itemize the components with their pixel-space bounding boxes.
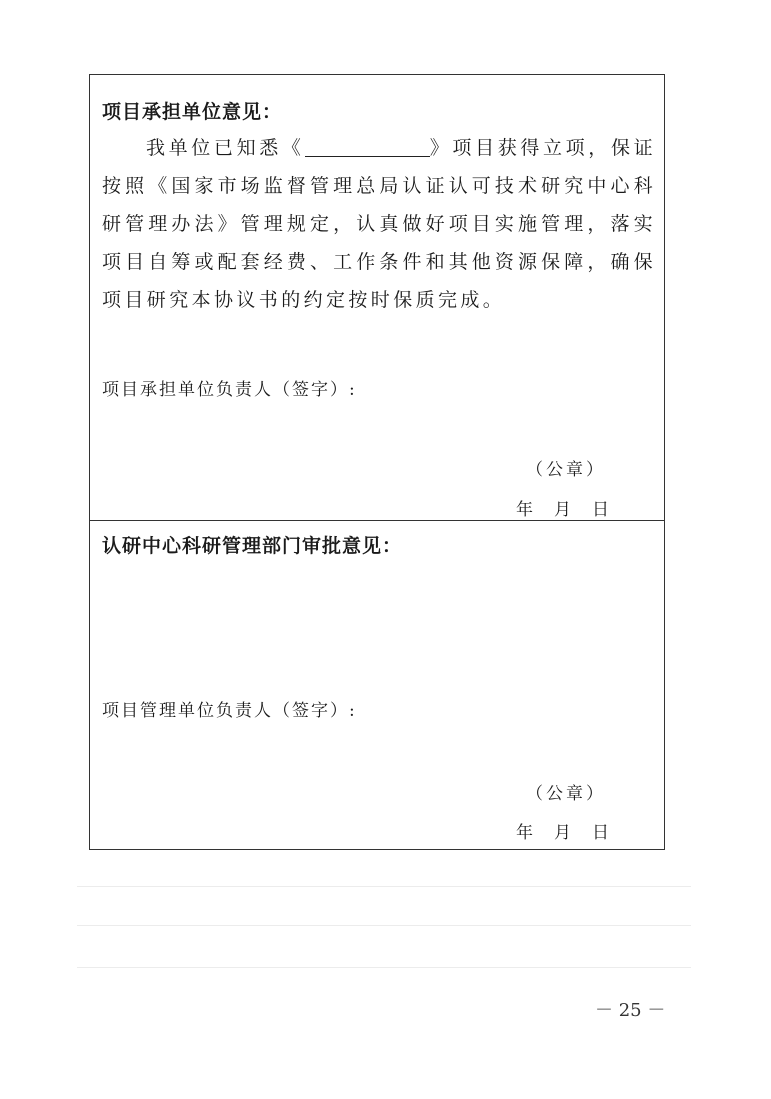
research-management-approval-section [90,521,664,848]
management-unit-seal-label: （公章） [526,784,606,804]
undertaking-unit-signature-label: 项目承担单位负责人（签字）: [102,380,357,400]
paragraph-start: 我单位已知悉《 [146,137,305,159]
commitment-paragraph [102,129,656,319]
show-through-line [77,886,691,887]
page-number: － 25 － [595,1000,666,1021]
management-unit-date-label: 年 月 日 [516,823,611,843]
project-name-blank[interactable] [305,136,430,157]
approval-form-table [89,74,665,850]
undertaking-unit-opinion-section [90,75,664,521]
management-unit-signature-label: 项目管理单位负责人（签字）: [102,701,357,721]
undertaking-unit-heading: 项目承担单位意见： [102,101,283,123]
research-management-heading: 认研中心科研管理部门审批意见： [102,535,403,557]
show-through-line [77,967,691,968]
undertaking-unit-seal-label: （公章） [526,460,606,480]
paragraph-rest: 》项目获得立项，保证按照《国家市场监督管理总局认证认可技术研究中心科研管理办法》管理规定，认真做好项目实施管理，落实项目自筹或配套经费、工作条件和其他资源保障，确保项目研究本协议书的约定按时保质完成。 [102,137,656,311]
show-through-line [77,925,691,926]
undertaking-unit-date-label: 年 月 日 [516,500,611,520]
